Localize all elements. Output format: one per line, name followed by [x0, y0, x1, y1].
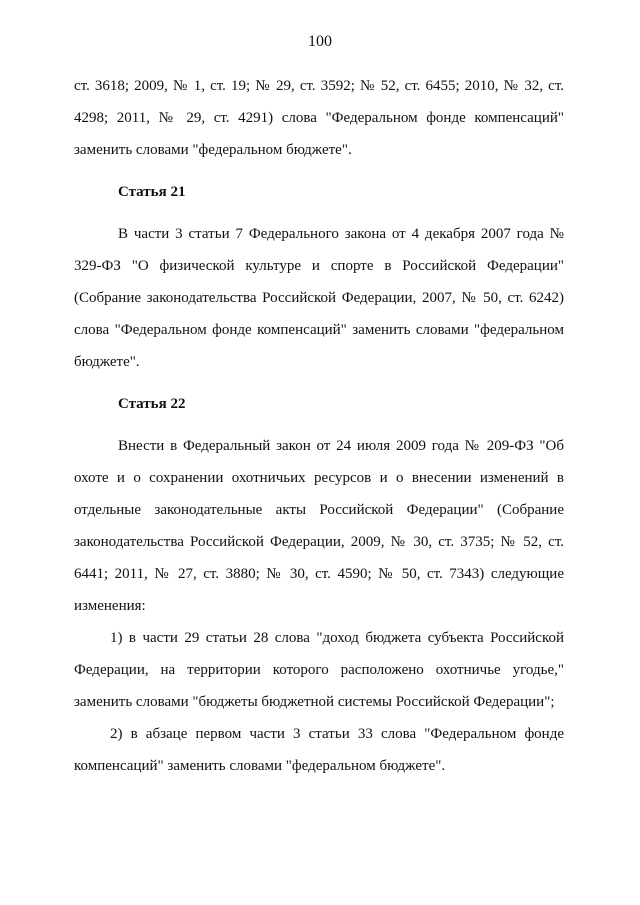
spacer — [74, 378, 564, 388]
article-21-paragraph: В части 3 статьи 7 Федерального закона от 4 декабря 2007 года № 329-ФЗ "О физической культуре и спорте в Российской Федерации" (Собрание законодательства Российской Федерации, 2007, № 50, ст. 6242) слова "Федеральном фонде компенсаций" заменить словами "федеральном бюджете". — [74, 226, 564, 370]
spacer — [74, 208, 564, 218]
document-body — [74, 70, 564, 782]
article-21-heading: Статья 21 — [118, 184, 186, 200]
article-22-heading: Статья 22 — [118, 396, 186, 412]
spacer — [74, 166, 564, 176]
page-number: 100 — [308, 33, 332, 50]
article-22-paragraph: Внести в Федеральный закон от 24 июля 2009 года № 209-ФЗ "Об охоте и о сохранении охотничьих ресурсов и о внесении изменений в отдельные законодательные акты Российской Федерации" (Собрание законодательства Российской Федерации, 2009, № 30, ст. 3735; № 52, ст. 6441; 2011, № 27, ст. 3880; № 30, ст. 4590; № 50, ст. 7343) следующие изменения: — [74, 438, 564, 614]
spacer — [74, 420, 564, 430]
intro-paragraph: ст. 3618; 2009, № 1, ст. 19; № 29, ст. 3592; № 52, ст. 6455; 2010, № 32, ст. 4298; 2011, № 29, ст. 4291) слова "Федеральном фонде компенсаций" заменить словами "федеральном бюджете". — [74, 78, 564, 158]
article-22-item-2: 2) в абзаце первом части 3 статьи 33 слова "Федеральном фонде компенсаций" заменить словами "федеральном бюджете". — [74, 726, 564, 774]
article-22-item-1: 1) в части 29 статьи 28 слова "доход бюджета субъекта Российской Федерации, на территории которого расположено охотничье угодье," заменить словами "бюджеты бюджетной системы Российской Федерации"; — [74, 630, 564, 710]
